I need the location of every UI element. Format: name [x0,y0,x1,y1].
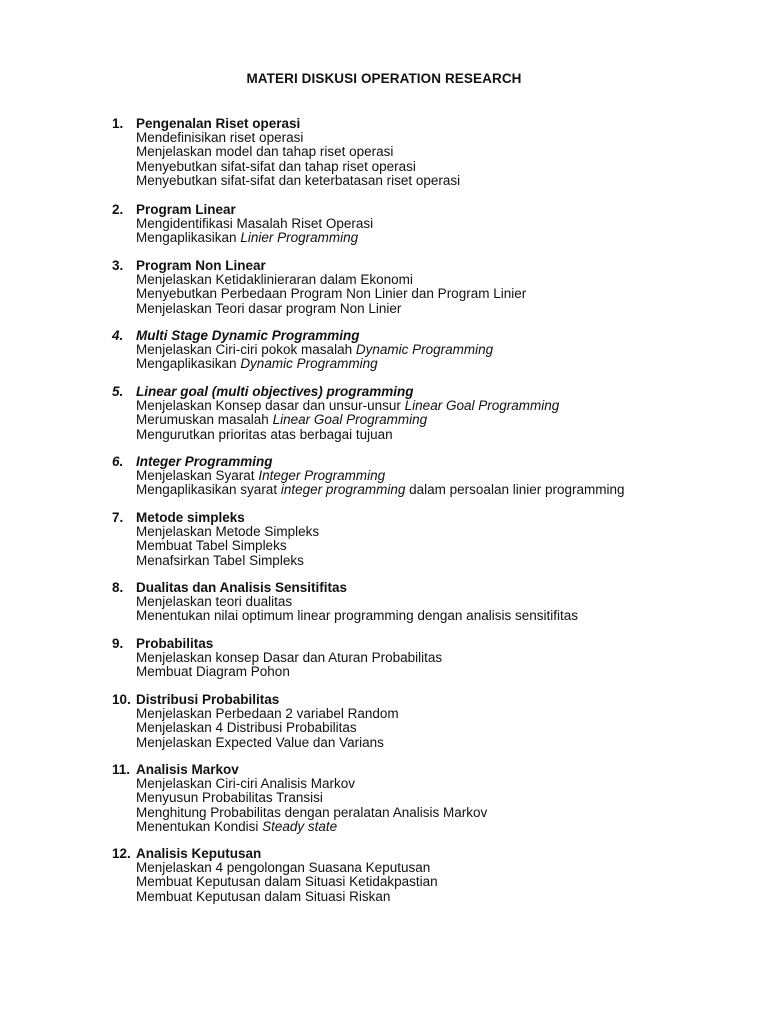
topic-title: Multi Stage Dynamic Programming [136,328,360,343]
subtopic-item [136,806,487,821]
topic-title: Program Non Linear [136,258,266,273]
subtopic-list [136,273,526,317]
emphasized-term: Linier Programming [240,230,359,245]
subtopic-text: Menyusun Probabilitas Transisi [136,790,323,805]
emphasized-term: integer programming [280,482,406,497]
topic-number: 6. [112,454,124,469]
subtopic-list [136,651,442,680]
subtopic-item [136,651,442,666]
topic-number: 3. [112,258,124,273]
topic-number: 5. [112,384,124,399]
subtopic-list [136,595,578,624]
subtopic-text: Mengaplikasikan [136,230,241,245]
subtopic-text: Menjelaskan 4 Distribusi Probabilitas [136,720,357,735]
subtopic-item [136,160,460,175]
subtopic-text: Mengaplikasikan [136,356,241,371]
subtopic-list [136,525,319,569]
subtopic-text: Membuat Tabel Simpleks [136,538,287,553]
subtopic-item [136,875,438,890]
subtopic-text: Menjelaskan Konsep dasar dan unsur-unsur [136,397,405,413]
topic-title: Program Linear [136,202,236,217]
subtopic-item [136,890,438,905]
subtopic-list [136,469,625,498]
emphasized-term: Dynamic Programming [355,341,494,357]
subtopic-item [136,399,559,414]
subtopic-item [136,145,460,160]
subtopic-text: Menjelaskan Perbedaan 2 variabel Random [136,705,399,721]
subtopic-item [136,820,487,835]
subtopic-list [136,777,487,835]
topic-number: 7. [112,510,124,525]
topic-title: Pengenalan Riset operasi [136,116,301,131]
subtopic-text: Merumuskan masalah [136,412,273,427]
topic-title: Metode simpleks [136,510,245,525]
subtopic-item [136,302,526,317]
subtopic-item [136,707,399,722]
subtopic-item [136,131,460,146]
subtopic-list [136,131,460,189]
subtopic-item [136,721,399,736]
subtopic-text: Membuat Diagram Pohon [136,664,290,679]
document-title: MATERI DISKUSI OPERATION RESEARCH [246,71,522,86]
subtopic-item [136,861,438,876]
subtopic-item [136,554,319,569]
subtopic-text: Membuat Keputusan dalam Situasi Ketidakpastian [136,874,438,889]
subtopic-item [136,357,493,372]
topic-number: 10. [112,692,131,707]
subtopic-item [136,525,319,540]
subtopic-text: Menjelaskan Expected Value dan Varians [136,734,384,750]
emphasized-term: Integer Programming [258,467,386,483]
subtopic-item [136,791,487,806]
topic-number: 11. [112,762,131,777]
subtopic-item [136,428,559,443]
subtopic-text: Menentukan Kondisi [136,819,263,834]
subtopic-item [136,217,373,232]
subtopic-text: Mengaplikasikan syarat [136,482,281,497]
topic-title: Probabilitas [136,636,214,651]
subtopic-item [136,413,559,428]
subtopic-item [136,273,526,288]
subtopic-text: dalam persoalan linier programming [405,482,625,497]
subtopic-item [136,231,373,246]
subtopic-text: Menyebutkan Perbedaan Program Non Linier dan Program Linier [136,286,527,301]
emphasized-term: Linear Goal Programming [404,397,560,413]
subtopic-text: Menjelaskan Teori dasar program Non Linier [136,300,402,316]
subtopic-text: Menghitung Probabilitas dengan peralatan Analisis Markov [136,804,488,820]
subtopic-list [136,399,559,443]
subtopic-item [136,343,493,358]
subtopic-text: Menjelaskan 4 pengolongan Suasana Keputusan [136,859,431,875]
subtopic-list [136,217,373,246]
subtopic-text: Menjelaskan Ciri-ciri pokok masalah [136,341,356,357]
subtopic-item [136,665,442,680]
subtopic-text: Menjelaskan teori dualitas [136,593,293,609]
emphasized-term: Linear Goal Programming [272,412,428,427]
subtopic-item [136,609,578,624]
topic-number: 12. [112,846,131,861]
topic-title: Analisis Keputusan [136,846,262,861]
topic-number: 8. [112,580,124,595]
subtopic-item [136,595,578,610]
topic-title: Distribusi Probabilitas [136,692,280,707]
subtopic-text: Menjelaskan konsep Dasar dan Aturan Probabilitas [136,649,443,665]
subtopic-text: Mengurutkan prioritas atas berbagai tujuan [136,426,393,442]
emphasized-term: Dynamic Programming [240,356,378,371]
subtopic-text: Menjelaskan Ciri-ciri Analisis Markov [136,775,356,791]
topic-number: 1. [112,116,124,131]
subtopic-text: Menafsirkan Tabel Simpleks [136,552,304,568]
subtopic-text: Menyebutkan sifat-sifat dan tahap riset operasi [136,158,416,174]
subtopic-item [136,736,399,751]
topic-number: 4. [112,328,124,343]
subtopic-item [136,287,526,302]
topic-title: Integer Programming [136,454,273,469]
subtopic-item [136,174,460,189]
subtopic-item [136,483,625,498]
subtopic-text: Mendefinisikan riset operasi [136,129,304,145]
topic-title: Linear goal (multi objectives) programming [136,384,414,399]
topic-title: Dualitas dan Analisis Sensitifitas [136,580,348,595]
subtopic-list [136,343,493,372]
topic-number: 9. [112,636,124,651]
topic-number: 2. [112,202,124,217]
subtopic-text: Mengidentifikasi Masalah Riset Operasi [136,215,374,231]
subtopic-item [136,539,319,554]
subtopic-text: Menjelaskan Syarat [136,467,259,483]
subtopic-item [136,469,625,484]
subtopic-text: Membuat Keputusan dalam Situasi Riskan [136,888,391,904]
emphasized-term: Steady state [262,819,338,834]
subtopic-text: Menentukan nilai optimum linear programming dengan analisis sensitifitas [136,608,578,623]
subtopic-text: Menyebutkan sifat-sifat dan keterbatasan riset operasi [136,173,461,188]
subtopic-text: Menjelaskan model dan tahap riset operasi [136,144,394,159]
subtopic-list [136,707,399,751]
subtopic-text: Menjelaskan Metode Simpleks [136,523,320,539]
subtopic-text: Menjelaskan Ketidaklinieraran dalam Ekonomi [136,271,413,287]
topic-title: Analisis Markov [136,762,239,777]
subtopic-item [136,777,487,792]
subtopic-list [136,861,438,905]
